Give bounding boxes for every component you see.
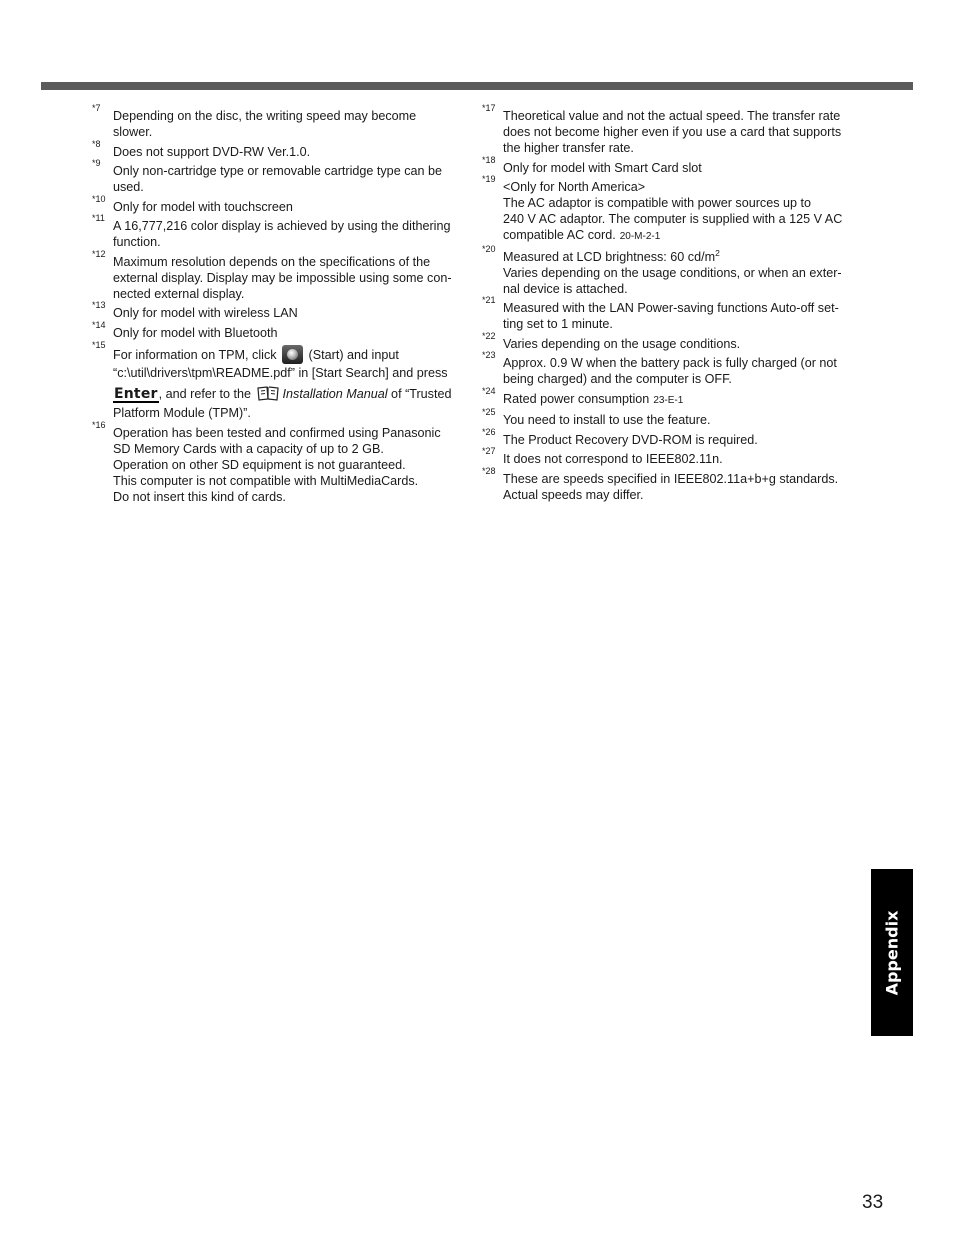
footnote-text: slower. [113, 125, 153, 139]
windows-start-icon [282, 345, 303, 364]
footnote-text: Does not support DVD-RW Ver.1.0. [113, 144, 311, 159]
footnote-text: SD Memory Cards with a capacity of up to 2 GB. [113, 441, 384, 456]
footnotes-left-column [92, 103, 472, 508]
footnote-text: external display. Display may be impossible using some con- [113, 270, 452, 285]
footnote-17 [482, 103, 862, 156]
footnote-text: function. [113, 235, 161, 249]
footnote-text: 240 V AC adaptor. The computer is supplied with a 125 V AC [503, 212, 843, 226]
footnote-12 [92, 248, 472, 302]
footnote-27 [482, 446, 862, 467]
footnote-24 [482, 385, 862, 409]
footnote-mark: *14 [92, 319, 106, 330]
footnote-18 [482, 154, 862, 176]
footnote-25 [482, 407, 862, 428]
footnote-text: Theoretical value and not the actual speed. The transfer rate [503, 109, 841, 123]
footnote-7 [92, 103, 472, 140]
footnote-text: Actual speeds may differ. [503, 487, 644, 502]
page-number: 33 [862, 1192, 884, 1213]
footnote-mark: *7 [92, 103, 101, 113]
footnote-text: of “Trusted [387, 386, 452, 401]
header-bar [41, 82, 913, 90]
footnote-text: Rated power consumption [503, 391, 650, 406]
footnote-text: Varies depending on the usage conditions, or when an exter- [503, 265, 842, 280]
enter-key-icon: Enter [114, 385, 158, 402]
footnote-text: nal device is attached. [503, 281, 628, 296]
footnote-mark: *19 [482, 174, 496, 184]
footnote-8 [92, 138, 472, 160]
regulatory-code: 23-E-1 [653, 394, 684, 406]
footnote-mark: *16 [92, 419, 106, 430]
footnote-mark: *21 [482, 295, 496, 305]
footnote-text: Only for model with touchscreen [113, 199, 293, 214]
footnote-text: does not become higher even if you use a card that supports [503, 125, 842, 139]
footnote-19 [482, 174, 862, 245]
footnote-mark: *13 [92, 300, 106, 310]
footnote-text: Maximum resolution depends on the specifications of the [113, 254, 431, 269]
footnote-14 [92, 319, 472, 341]
section-tab [871, 869, 913, 1036]
footnote-20 [482, 243, 862, 297]
footnote-mark: *11 [92, 213, 105, 223]
book-icon [257, 385, 279, 401]
footnote-text: Approx. 0.9 W when the battery pack is fully charged (or not [503, 356, 837, 370]
footnote-text: Do not insert this kind of cards. [113, 489, 286, 504]
footnote-text: For information on TPM, click [113, 347, 277, 362]
footnotes-right-column [482, 103, 862, 506]
footnote-23 [482, 350, 862, 387]
superscript: 2 [715, 247, 720, 258]
footnote-22 [482, 330, 862, 352]
footnote-text: Only for model with wireless LAN [113, 306, 298, 320]
footnote-text: Only for model with Bluetooth [113, 325, 278, 340]
footnote-text: This computer is not compatible with MultiMediaCards. [113, 473, 419, 488]
footnote-text: <Only for North America> [503, 180, 646, 194]
footnote-28 [482, 465, 862, 503]
footnote-text: Only non-cartridge type or removable cartridge type can be [113, 164, 443, 178]
footnote-text: compatible AC cord. [503, 228, 616, 242]
footnote-mark: *18 [482, 154, 496, 165]
footnote-text: Operation on other SD equipment is not guaranteed. [113, 457, 406, 472]
footnote-text: Only for model with Smart Card slot [503, 160, 702, 175]
footnote-text: , and refer to the [158, 386, 252, 401]
footnote-26 [482, 426, 862, 448]
footnote-text: These are speeds specified in IEEE802.11a+b+g standards. [503, 471, 839, 486]
footnote-10 [92, 193, 472, 215]
footnote-text: being charged) and the computer is OFF. [503, 372, 732, 386]
footnote-text: Depending on the disc, the writing speed may become [113, 109, 417, 123]
footnote-mark: *24 [482, 385, 496, 396]
footnote-11 [92, 213, 472, 250]
footnote-text-italic: Installation Manual [282, 386, 388, 401]
footnote-text: Operation has been tested and confirmed using Panasonic [113, 425, 441, 440]
footnote-text: (Start) and input [308, 347, 399, 362]
footnote-text: The AC adaptor is compatible with power sources up to [503, 196, 812, 210]
footnote-text: used. [113, 180, 144, 194]
regulatory-code: 20-M-2-1 [619, 231, 661, 242]
footnote-text: A 16,777,216 color display is achieved by using the dithering [113, 219, 451, 233]
footnote-text: You need to install to use the feature. [503, 413, 711, 427]
footnote-text: ting set to 1 minute. [503, 317, 613, 331]
footnote-text: nected external display. [113, 286, 245, 301]
footnote-mark: *27 [482, 446, 496, 456]
footnote-text: the higher transfer rate. [503, 141, 634, 155]
section-tab-label: Appendix [882, 910, 902, 995]
footnote-mark: *23 [482, 350, 496, 360]
footnote-mark: *28 [482, 465, 496, 476]
footnote-mark: *15 [92, 339, 106, 350]
footnote-mark: *9 [92, 158, 101, 168]
footnote-text: “c:\util\drivers\tpm\README.pdf” in [Start Search] and press [113, 365, 448, 380]
footnote-text: Varies depending on the usage conditions. [503, 336, 741, 351]
footnote-mark: *20 [482, 243, 496, 254]
footnote-text: Platform Module (TPM)”. [113, 405, 251, 420]
footnote-mark: *17 [482, 103, 496, 113]
footnote-mark: *22 [482, 330, 496, 341]
footnote-9 [92, 158, 472, 195]
footnote-mark: *8 [92, 138, 101, 149]
footnote-16 [92, 419, 472, 505]
footnote-15 [92, 339, 472, 421]
footnote-text: Measured with the LAN Power-saving functions Auto-off set- [503, 301, 839, 315]
footnote-text: Measured at LCD brightness: 60 cd/m [503, 249, 716, 264]
footnote-mark: *26 [482, 426, 496, 437]
footnote-13 [92, 300, 472, 321]
footnote-mark: *25 [482, 407, 496, 417]
footnote-mark: *12 [92, 248, 106, 259]
footnote-text: It does not correspond to IEEE802.11n. [503, 452, 723, 466]
footnote-mark: *10 [92, 193, 106, 204]
footnote-21 [482, 295, 862, 332]
footnote-text: The Product Recovery DVD-ROM is required. [503, 432, 758, 447]
